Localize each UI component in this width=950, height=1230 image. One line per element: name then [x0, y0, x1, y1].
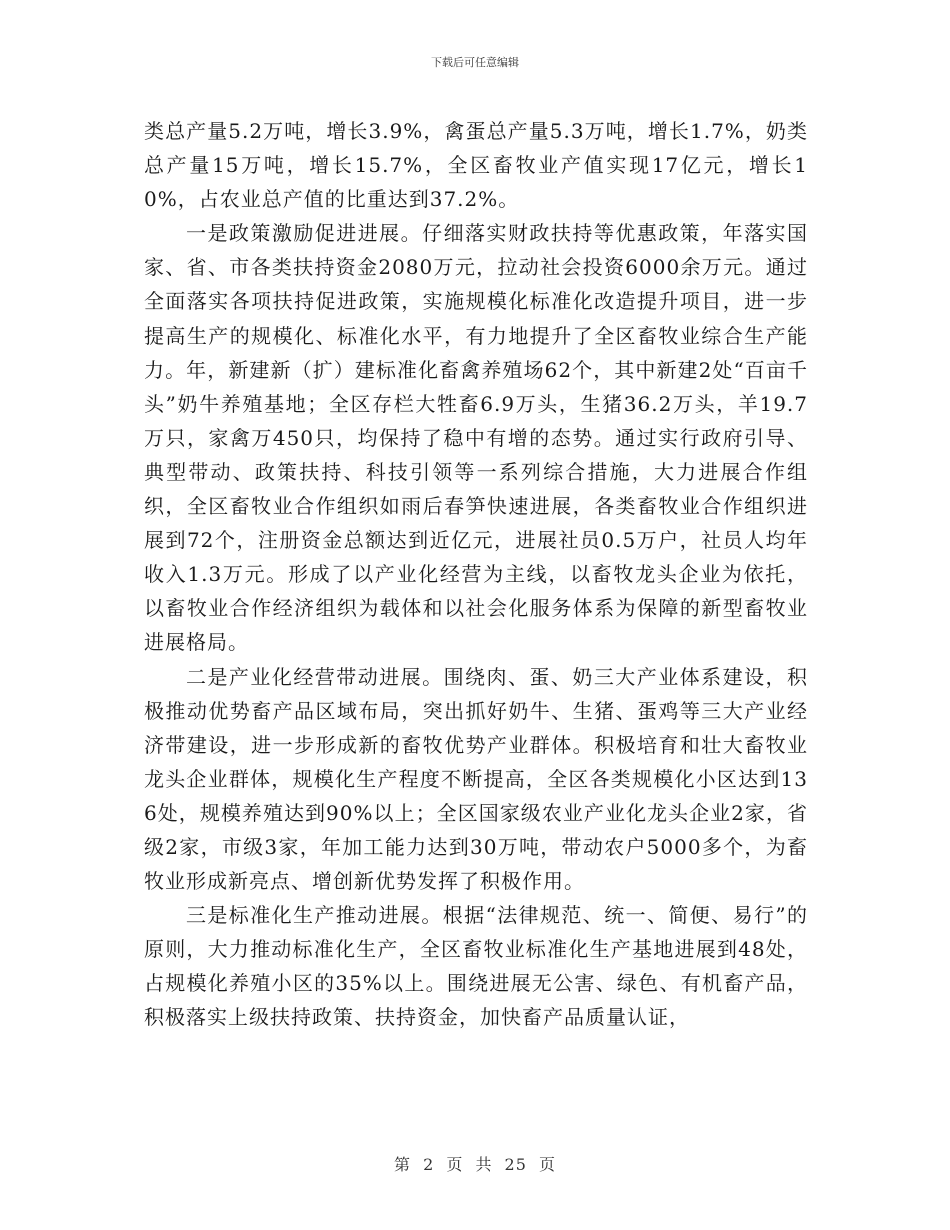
document-body: [144, 114, 808, 1035]
paragraph-standardization: 三是标准化生产推动进展。根据“法律规范、统一、简便、易行”的原则，大力推动标准化生产，全区畜牧业标准化生产基地进展到48处，占规模化养殖小区的35%以上。围绕进展无公害、绿色、有机畜产品，积极落实上级扶持政策、扶持资金，加快畜产品质量认证，: [144, 903, 808, 1030]
page-header: 下载后可任意编辑: [431, 56, 519, 69]
page-number-footer: 第 2 页 共 25 页: [394, 1155, 556, 1174]
paragraph-policy-incentives: 一是政策激励促进进展。仔细落实财政扶持等优惠政策，年落实国家、省、市各类扶持资金2080万元，拉动社会投资6000余万元。通过全面落实各项扶持促进政策，实施规模化标准化改造提升项目，进一步提高生产的规模化、标准化水平，有力地提升了全区畜牧业综合生产能力。年，新建新（扩）建标准化畜禽养殖场62个，其中新建2处“百亩千头”奶牛养殖基地；全区存栏大牲畜6.9万头，生猪36.2万头，羊19.7万只，家禽万450只，均保持了稳中有增的态势。通过实行政府引导、典型带动、政策扶持、科技引领等一系列综合措施，大力进展合作组织，全区畜牧业合作组织如雨后春笋快速进展，各类畜牧业合作组织进展到72个，注册资金总额达到近亿元，进展社员0.5万户，社员人均年收入1.3万元。形成了以产业化经营为主线，以畜牧龙头企业为依托，以畜牧业合作经济组织为载体和以社会化服务体系为保障的新型畜牧业进展格局。: [144, 221, 808, 655]
paragraph-industrialization: 二是产业化经营带动进展。围绕肉、蛋、奶三大产业体系建设，积极推动优势畜产品区域布局，突出抓好奶牛、生猪、蛋鸡等三大产业经济带建设，进一步形成新的畜牧优势产业群体。积极培育和壮大畜牧业龙头企业群体，规模化生产程度不断提高，全区各类规模化小区达到136处，规模养殖达到90%以上；全区国家级农业产业化龙头企业2家，省级2家，市级3家，年加工能力达到30万吨，带动农户5000多个，为畜牧业形成新亮点、增创新优势发挥了积极作用。: [144, 664, 808, 894]
paragraph-continued: 类总产量5.2万吨，增长3.9%，禽蛋总产量5.3万吨，增长1.7%，奶类总产量15万吨，增长15.7%，全区畜牧业产值实现17亿元，增长10%，占农业总产值的比重达到37.2%。: [144, 119, 808, 212]
